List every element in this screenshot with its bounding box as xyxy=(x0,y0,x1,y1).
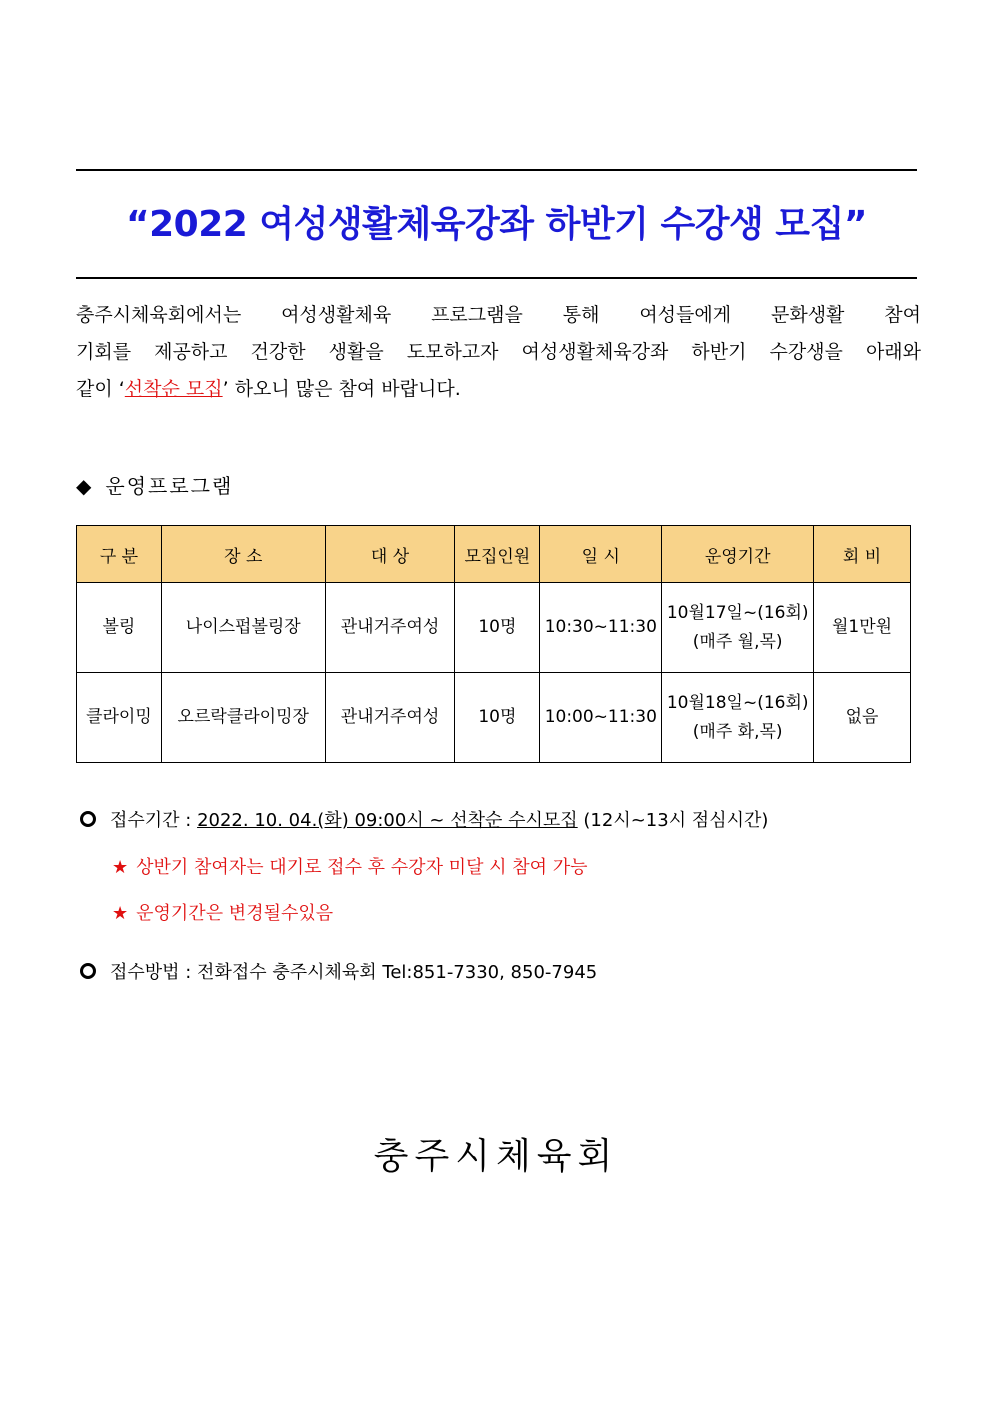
registration-method xyxy=(80,958,597,984)
cell-category: 클라이밍 xyxy=(77,673,162,763)
cell-fee: 없음 xyxy=(814,673,911,763)
registration-period xyxy=(80,806,768,832)
cell-period xyxy=(662,583,814,673)
top-rule xyxy=(76,169,917,171)
method-text: 접수방법 : 전화접수 충주시체육회 Tel:851-7330, 850-7945 xyxy=(110,962,598,983)
header-target: 대 상 xyxy=(325,526,455,583)
cell-capacity: 10명 xyxy=(455,673,540,763)
circle-bullet-icon xyxy=(80,811,96,827)
cell-target: 관내거주여성 xyxy=(325,673,455,763)
table-header-row xyxy=(77,526,911,583)
page-title: “2022 여성생활체육강좌 하반기 수강생 모집” xyxy=(125,204,868,245)
notice-item xyxy=(112,899,333,925)
cell-fee: 월1만원 xyxy=(814,583,911,673)
intro-line-3-post: ’ 하오니 많은 참여 바랍니다. xyxy=(222,378,461,400)
star-icon: ★ xyxy=(112,857,129,878)
intro-paragraph xyxy=(76,297,921,408)
registration-note: (12시~13시 점심시간) xyxy=(577,810,769,831)
cell-place: 오르락클라이밍장 xyxy=(161,673,325,763)
registration-label: 접수기간 : xyxy=(110,810,198,831)
period-dates: 10월18일~(16회) xyxy=(666,692,809,713)
cell-capacity: 10명 xyxy=(455,583,540,673)
program-table xyxy=(76,525,911,763)
header-fee: 회 비 xyxy=(814,526,911,583)
cell-category: 볼링 xyxy=(77,583,162,673)
intro-line-1: 충주시체육회에서는 여성생활체육 프로그램을 통해 여성들에게 문화생활 참여 xyxy=(76,304,921,326)
star-icon: ★ xyxy=(112,903,129,924)
notice-text: 운영기간은 변경될수있음 xyxy=(136,903,334,924)
header-capacity: 모집인원 xyxy=(455,526,540,583)
intro-line-3 xyxy=(76,371,921,408)
notice-item xyxy=(112,853,588,879)
header-time: 일 시 xyxy=(540,526,662,583)
intro-line-2: 기회를 제공하고 건강한 생활을 도모하고자 여성생활체육강좌 하반기 수강생을 아래와 xyxy=(76,341,921,363)
circle-bullet-icon xyxy=(80,963,96,979)
organization-name: 충주시체육회 xyxy=(373,1136,619,1177)
diamond-icon: ◆ xyxy=(76,474,94,498)
registration-dates: 2022. 10. 04.(화) 09:00시 ~ 선착순 수시모집 xyxy=(197,810,578,831)
intro-line-3-pre: 같이 ‘ xyxy=(76,378,125,400)
cell-time: 10:30~11:30 xyxy=(540,583,662,673)
period-days: (매주 월,목) xyxy=(692,631,783,652)
cell-target: 관내거주여성 xyxy=(325,583,455,673)
cell-time: 10:00~11:30 xyxy=(540,673,662,763)
period-dates: 10월17일~(16회) xyxy=(666,602,809,623)
header-place: 장 소 xyxy=(161,526,325,583)
header-period: 운영기간 xyxy=(662,526,814,583)
section-heading xyxy=(76,470,233,499)
table-row xyxy=(77,583,911,673)
period-days: (매주 화,목) xyxy=(692,721,783,742)
notice-text: 상반기 참여자는 대기로 접수 후 수강자 미달 시 참여 가능 xyxy=(136,857,588,878)
section-title: 운영프로그램 xyxy=(105,474,234,498)
title-bottom-rule xyxy=(76,277,917,279)
header-category: 구 분 xyxy=(77,526,162,583)
table-row xyxy=(77,673,911,763)
cell-period xyxy=(662,673,814,763)
cell-place: 나이스펍볼링장 xyxy=(161,583,325,673)
first-come-highlight: 선착순 모집 xyxy=(124,378,223,400)
